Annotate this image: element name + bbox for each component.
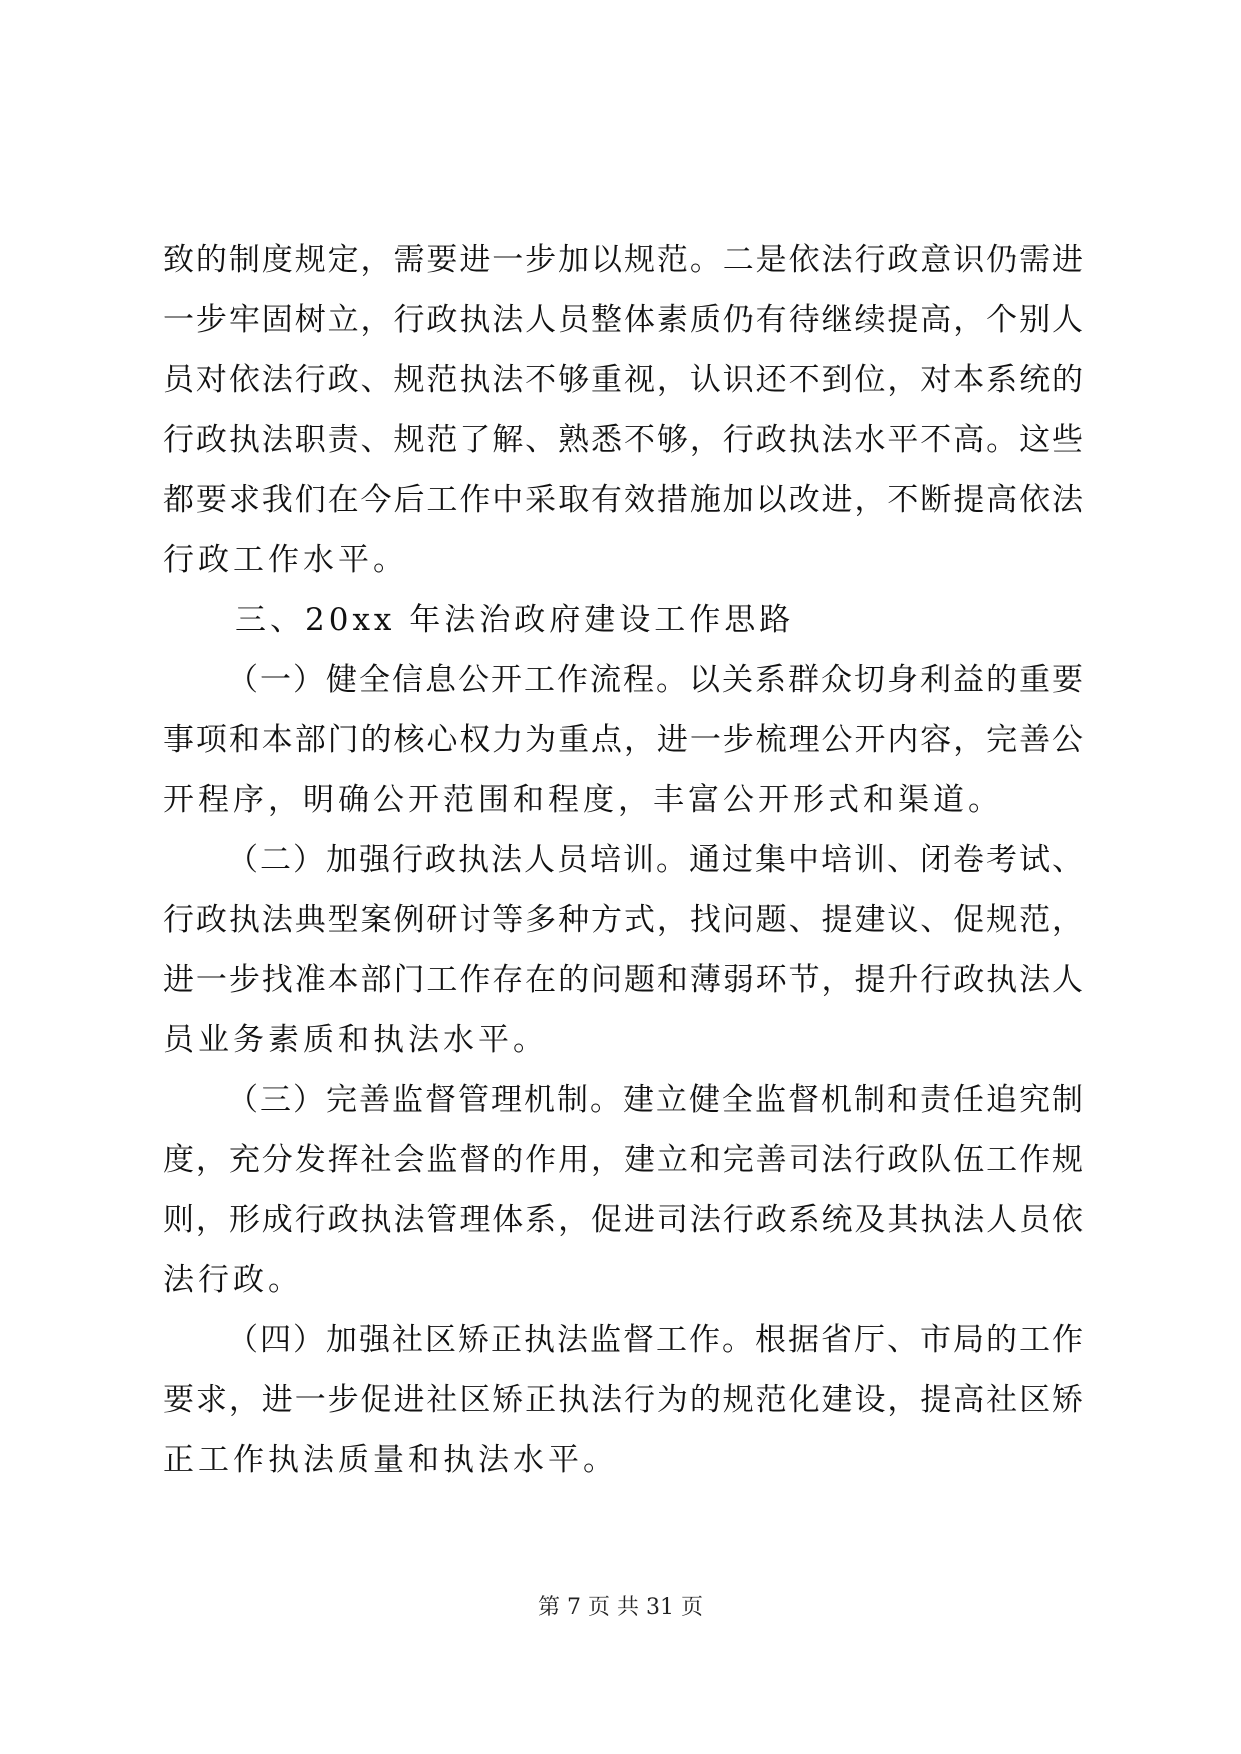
text-line-content: 都要求我们在今后工作中采取有效措施加以改进，不断提高依法 [163, 482, 1083, 518]
text-line [163, 1190, 1083, 1250]
text-line-content: 行政工作水平。 [163, 542, 408, 578]
page-footer: 第 7 页 共 31 页 [538, 1595, 703, 1620]
text-line-content: 度，充分发挥社会监督的作用，建立和完善司法行政队伍工作规 [163, 1142, 1083, 1178]
text-line [163, 770, 1083, 830]
text-line [163, 410, 1083, 470]
text-line-content: （二）加强行政执法人员培训。通过集中培训、闭卷考试、 [227, 842, 1083, 878]
text-line [163, 1070, 1083, 1130]
section-heading [163, 590, 1083, 650]
text-line [163, 950, 1083, 1010]
text-line-content: 员业务素质和执法水平。 [163, 1022, 548, 1058]
text-line [163, 1430, 1083, 1490]
text-line [163, 710, 1083, 770]
text-line [163, 350, 1083, 410]
text-line [163, 470, 1083, 530]
text-line [163, 1010, 1083, 1070]
text-line-content: （一）健全信息公开工作流程。以关系群众切身利益的重要 [227, 662, 1083, 698]
text-line [163, 530, 1083, 590]
text-line [163, 1310, 1083, 1370]
text-line-content: （三）完善监督管理机制。建立健全监督机制和责任追究制 [227, 1082, 1083, 1118]
text-line-content: 正工作执法质量和执法水平。 [163, 1442, 618, 1478]
text-line-content: 则，形成行政执法管理体系，促进司法行政系统及其执法人员依 [163, 1202, 1083, 1238]
text-line-content: （四）加强社区矫正执法监督工作。根据省厅、市局的工作 [227, 1322, 1083, 1358]
text-line [163, 1370, 1083, 1430]
text-line [163, 890, 1083, 950]
text-line-content: 进一步找准本部门工作存在的问题和薄弱环节，提升行政执法人 [163, 962, 1083, 998]
text-line-content: 要求，进一步促进社区矫正执法行为的规范化建设，提高社区矫 [163, 1382, 1083, 1418]
body-text [163, 230, 1083, 1490]
text-line-content: 行政执法典型案例研讨等多种方式，找问题、提建议、促规范， [163, 902, 1083, 938]
text-line-content: 法行政。 [163, 1262, 303, 1298]
text-line-content: 行政执法职责、规范了解、熟悉不够，行政执法水平不高。这些 [163, 422, 1083, 458]
text-line [163, 230, 1083, 290]
text-line-content: 事项和本部门的核心权力为重点，进一步梳理公开内容，完善公 [163, 722, 1083, 758]
text-line-content: 员对依法行政、规范执法不够重视，认识还不到位，对本系统的 [163, 362, 1083, 398]
text-line [163, 290, 1083, 350]
text-line [163, 650, 1083, 710]
text-line-content: 致的制度规定，需要进一步加以规范。二是依法行政意识仍需进 [163, 242, 1083, 278]
text-line-content: 开程序，明确公开范围和程度，丰富公开形式和渠道。 [163, 782, 1003, 818]
text-line-content: 三、20xx 年法治政府建设工作思路 [235, 602, 795, 638]
text-line [163, 1130, 1083, 1190]
text-line [163, 830, 1083, 890]
text-line-content: 一步牢固树立，行政执法人员整体素质仍有待继续提高，个别人 [163, 302, 1083, 338]
text-line [163, 1250, 1083, 1310]
